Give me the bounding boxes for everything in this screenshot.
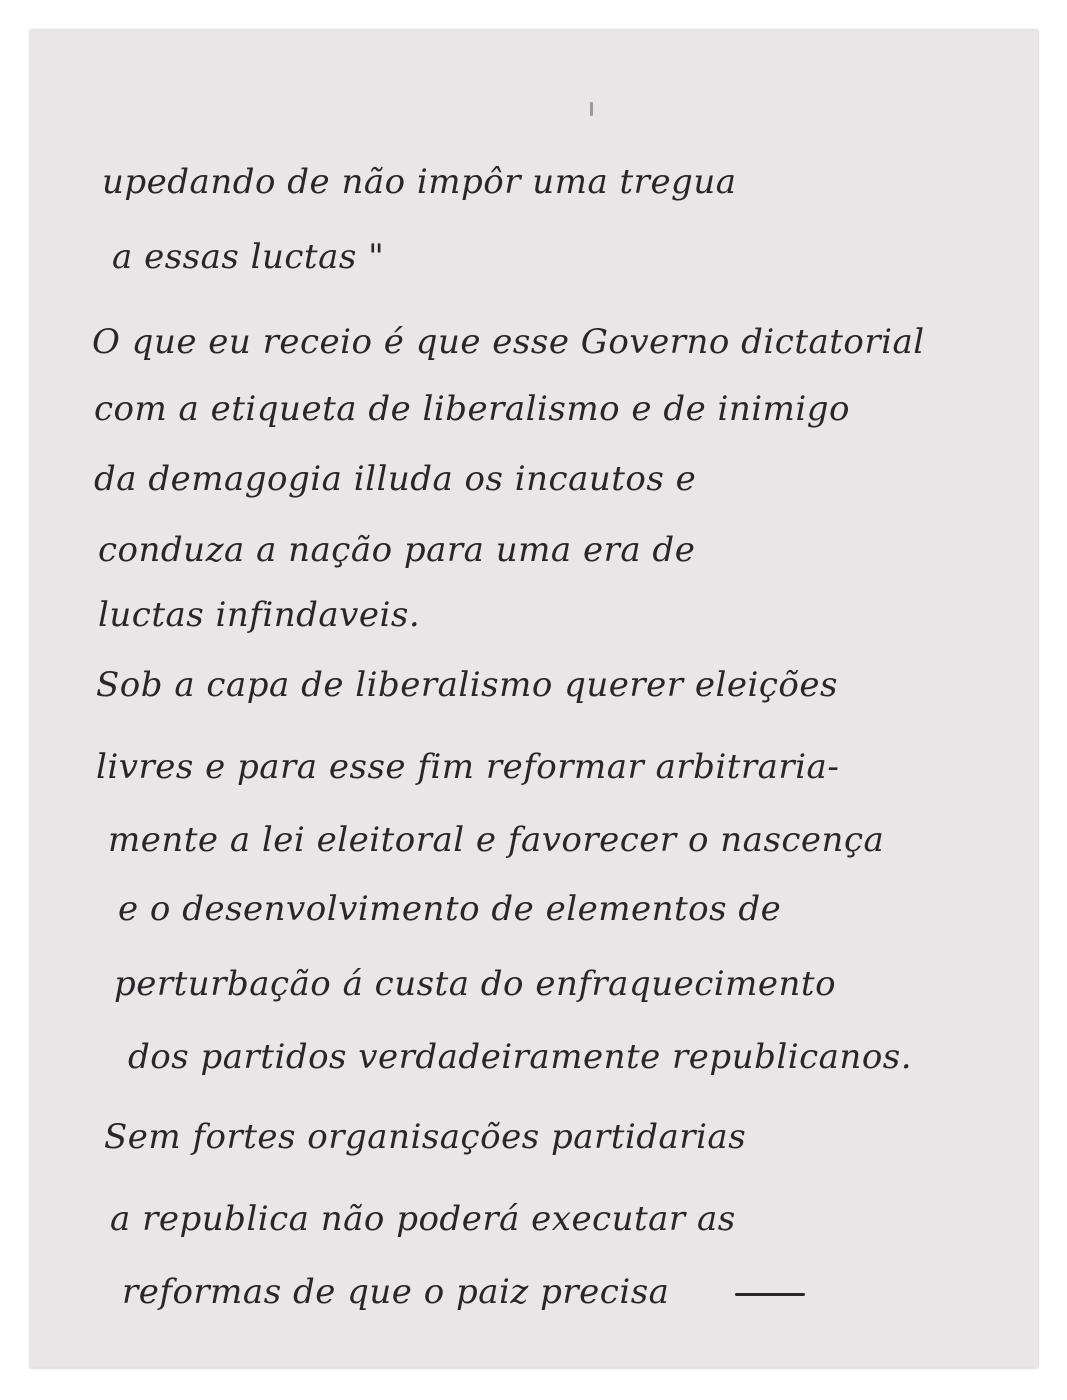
handwritten-line-3: O que eu receio é que esse Governo dictatorial bbox=[92, 322, 925, 362]
handwritten-line-12: perturbação á custa do enfraquecimento bbox=[114, 964, 837, 1004]
paper-mark bbox=[590, 102, 593, 116]
handwritten-line-6: conduza a nação para uma era de bbox=[98, 530, 696, 570]
handwritten-line-8: Sob a capa de liberalismo querer eleições bbox=[96, 665, 838, 705]
handwritten-line-7: luctas infindaveis. bbox=[98, 595, 421, 635]
handwritten-line-5: da demagogia illuda os incautos e bbox=[94, 459, 697, 499]
handwritten-line-16: reformas de que o paiz precisa bbox=[122, 1272, 670, 1312]
handwritten-line-11: e o desenvolvimento de elementos de bbox=[118, 889, 782, 929]
handwritten-line-15: a republica não poderá executar as bbox=[110, 1199, 736, 1239]
handwritten-line-10: mente a lei eleitoral e favorecer o nascença bbox=[108, 820, 885, 860]
handwritten-line-4: com a etiqueta de liberalismo e de inimigo bbox=[94, 389, 851, 429]
handwritten-line-9: livres e para esse fim reformar arbitraria- bbox=[96, 747, 840, 787]
handwritten-line-13: dos partidos verdadeiramente republicanos. bbox=[128, 1037, 913, 1077]
handwritten-line-14: Sem fortes organisações partidarias bbox=[104, 1117, 747, 1157]
handwritten-line-1: upedando de não impôr uma tregua bbox=[102, 162, 737, 202]
handwritten-line-2: a essas luctas " bbox=[112, 237, 385, 277]
manuscript-page bbox=[30, 30, 1038, 1368]
closing-dash bbox=[735, 1293, 805, 1296]
